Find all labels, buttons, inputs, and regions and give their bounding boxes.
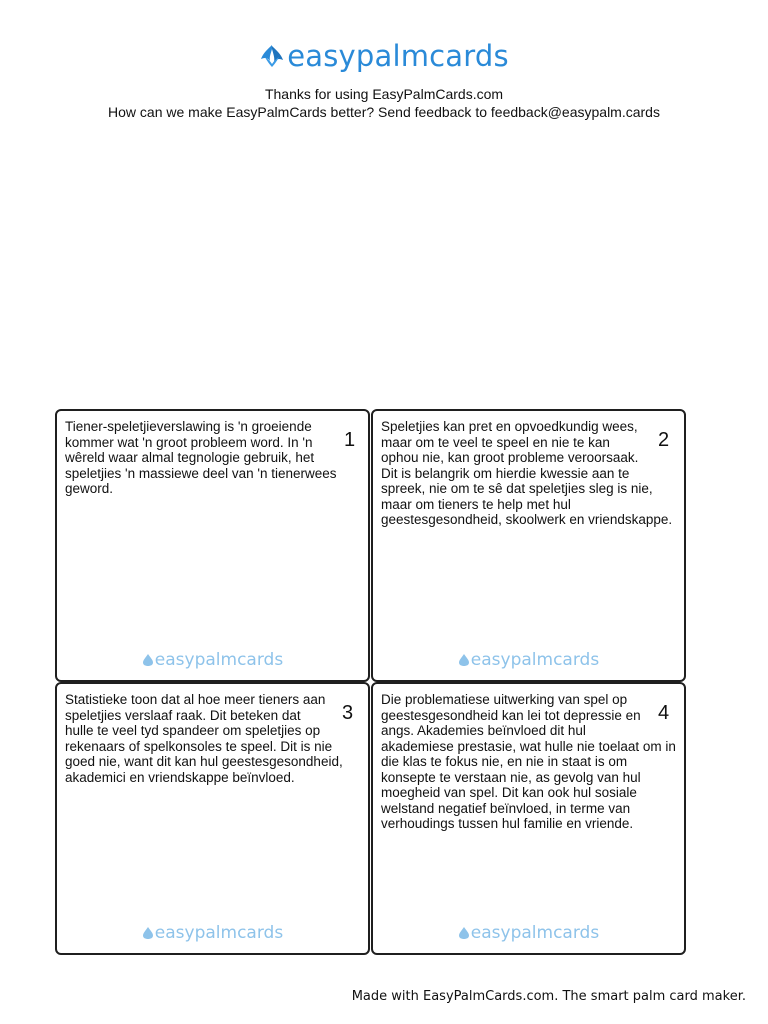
card-text-line: Tiener-speletjieverslawing is 'n groeiende: [65, 419, 312, 434]
card-number: 2: [658, 429, 670, 451]
card-text-line: goed nie, want dit kan hul geestesgesondheid,: [65, 754, 343, 769]
card-text-line: speletjies verslaaf raak. Dit beteken dat: [65, 707, 301, 723]
card-text-line: speletjies 'n massiewe deel van 'n tienerwees: [65, 465, 337, 481]
card-text-line: wêreld waar almal tegnologie gebruik, het: [65, 450, 315, 465]
card-watermark: [373, 650, 684, 670]
card-body: [381, 692, 676, 832]
card-watermark: [57, 923, 368, 943]
thanks-text: Thanks for using EasyPalmCards.com: [264, 86, 504, 102]
watermark-text: easypalmcards: [470, 923, 600, 943]
card-text-line: akademici en vriendskappe beïnvloed.: [65, 769, 295, 785]
watermark-text: easypalmcards: [154, 923, 284, 943]
card-watermark: [57, 650, 368, 670]
palm-leaf-icon: [142, 653, 154, 667]
card-text-line: maar om te veel te speel en nie te kan: [381, 434, 610, 450]
card-text-line: verhoudings tussen hul familie en vriende.: [381, 816, 634, 831]
card-body: [65, 692, 343, 785]
card-watermark: [373, 923, 684, 943]
palm-card-4: [371, 682, 686, 955]
card-text-line: Statistieke toon dat al hoe meer tieners aan: [65, 692, 326, 707]
watermark-text: easypalmcards: [470, 650, 600, 670]
card-text-line: geestesgesondheid kan lei tot depressie en: [381, 707, 641, 723]
card-text-line: Dit is belangrik om hierdie kwessie aan te: [381, 465, 630, 481]
card-text-line: Speletjies kan pret en opvoedkundig wees,: [381, 419, 638, 434]
palm-card-1: [55, 409, 370, 682]
watermark-text: easypalmcards: [154, 650, 284, 670]
card-text-line: rekenaars of spelkonsoles te speel. Dit is nie: [65, 738, 333, 754]
palm-leaf-icon: [458, 926, 470, 940]
logo-text: easypalmcards: [287, 39, 509, 73]
card-number: 1: [344, 429, 356, 451]
feedback-text: How can we make EasyPalmCards better? Send feedback to feedback@easypalm.cards: [108, 104, 660, 120]
card-text-line: die klas te fokus nie, en nie in staat is om: [381, 754, 628, 769]
brand-logo: [0, 38, 768, 74]
card-text-line: spreek, nie om te sê dat speletjies sleg is nie,: [381, 481, 653, 496]
card-text-line: welstand negatief beïnvloed, in terme van: [381, 800, 631, 816]
card-text-line: angs. Akademies beïnvloed dit hul: [381, 723, 586, 738]
palm-leaf-icon: [142, 926, 154, 940]
card-text-line: hulle te veel tyd spandeer om speletjies op: [65, 723, 321, 738]
card-text-line: akademiese prestasie, wat hulle nie toelaat om in: [381, 738, 676, 754]
card-text-line: geword.: [65, 481, 114, 496]
footer-text: Made with EasyPalmCards.com. The smart palm card maker.: [351, 989, 746, 1004]
card-body: [381, 419, 672, 528]
palm-leaf-icon: [458, 653, 470, 667]
card-number: 4: [658, 702, 670, 724]
card-text-line: maar om tieners te help met hul: [381, 496, 571, 512]
card-text-line: kommer wat 'n groot probleem word. In 'n: [65, 434, 313, 450]
card-text-line: konsepte te verstaan nie, as gevolg van hul: [381, 769, 641, 785]
card-text-line: geestesgesondheid, skoolwerk en vriendskappe.: [381, 512, 673, 527]
card-number: 3: [342, 702, 354, 724]
card-text-line: moegheid van spel. Dit kan ook hul sosiale: [381, 785, 637, 800]
card-body: [65, 419, 337, 497]
palm-card-3: [55, 682, 370, 955]
palm-card-2: [371, 409, 686, 682]
palm-leaf-icon: [259, 43, 285, 69]
card-text-line: Die problematiese uitwerking van spel op: [381, 692, 628, 707]
card-text-line: ophou nie, kan groot probleme veroorsaak.: [381, 450, 639, 465]
